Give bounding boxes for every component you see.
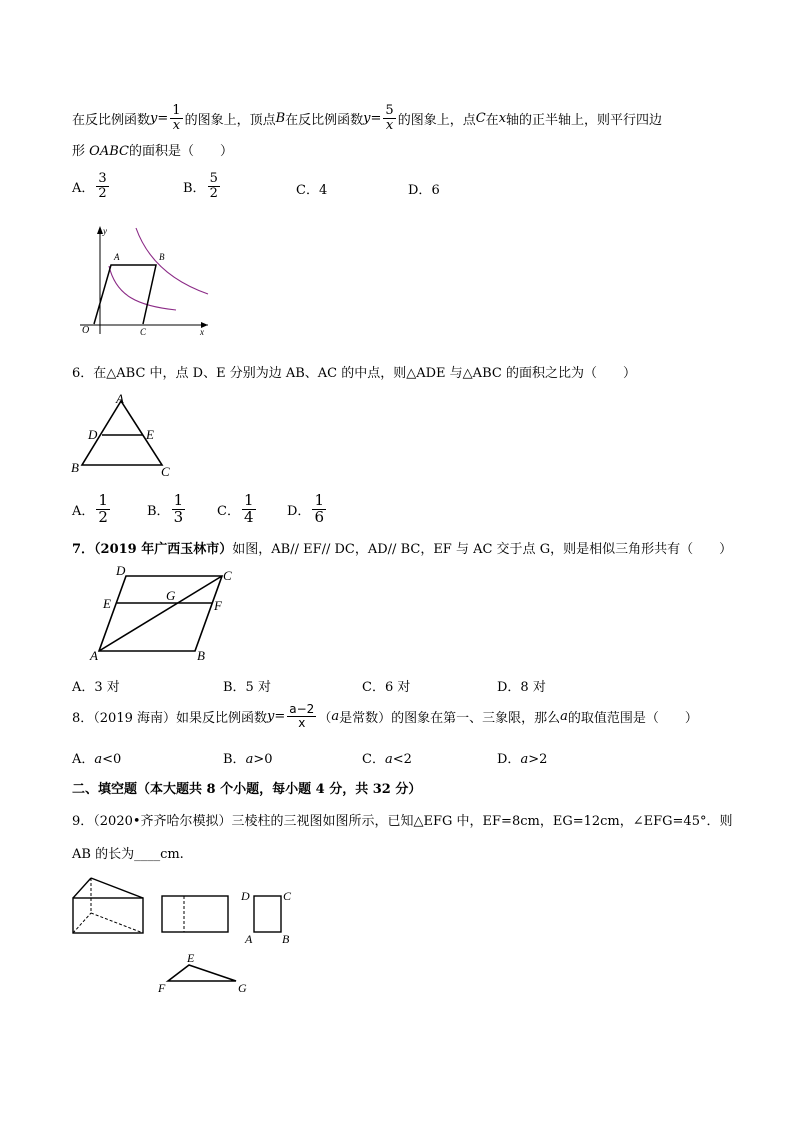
q6-option-d-letter: D． [287, 503, 311, 519]
q5-fig-label-B: B [159, 252, 165, 262]
q9-figure [70, 870, 300, 1000]
q5-frac2-num: 5 [385, 102, 394, 118]
q5-oa-num: 3 [98, 171, 107, 186]
q9-line1: 9．（2020•齐齐哈尔模拟）三棱柱的三视图如图所示，已知△EFG 中，EF=8cm，EG=12cm，∠EFG=45°．则 [72, 814, 733, 829]
q5-frac1-den: x [172, 117, 181, 133]
q5-text-d: 的图象上，点 [397, 112, 476, 128]
q7-question [72, 538, 732, 557]
q5-fig-label-O: O [82, 325, 90, 336]
q8-question [72, 698, 698, 734]
q8-option-d[interactable] [497, 748, 547, 767]
q8-option-a-letter: A． [72, 752, 95, 767]
q9-fig-label-B: B [282, 932, 290, 946]
q5-option-d-letter: D． [408, 183, 432, 198]
q7-option-a[interactable]: A．3 对 [72, 680, 120, 695]
q7-figure [88, 562, 238, 666]
q6-od-num: 1 [314, 491, 324, 509]
q5-option-d[interactable] [408, 179, 440, 198]
q6-ob-den: 3 [173, 507, 184, 526]
q5-option-b[interactable] [183, 172, 222, 200]
q7-fig-label-A: A [90, 648, 98, 663]
q9-fig-label-F: F [158, 981, 166, 995]
q7-fig-label-E: E [103, 596, 111, 611]
q6-option-d-fraction [312, 493, 326, 526]
q5-var-B: B [275, 110, 286, 126]
q7-fig-label-F: F [214, 598, 222, 613]
q5-option-b-letter: B． [183, 180, 206, 196]
q5-line2-a: 形 [72, 144, 86, 159]
q5-fraction-1-over-x [170, 104, 182, 132]
q5-oabc: OABC [89, 144, 129, 159]
q6-oa-den: 2 [98, 507, 108, 526]
q8-option-d-rel: >2 [528, 752, 548, 767]
q9-fig-label-G: G [238, 981, 247, 995]
q5-option-c[interactable] [296, 179, 327, 198]
q6-fig-label-B: B [71, 460, 79, 475]
q6-figure [70, 392, 180, 478]
q7-option-c[interactable]: C．6 对 [362, 680, 411, 695]
q8-text-c: 是常数）的图象在第一、三象限，那么 [339, 710, 561, 726]
q9-line2-a: AB 的长为 [72, 847, 135, 862]
q5-option-a[interactable] [72, 172, 111, 200]
q9-answer-blank[interactable]: ____ [134, 847, 161, 862]
q5-ob-num: 5 [209, 171, 218, 186]
q7-head: 7．（2019 年广西玉林市） [72, 542, 233, 557]
q8-option-b-letter: B． [223, 752, 246, 767]
q8-option-b-var: a [245, 752, 254, 767]
q6-oc-num: 1 [243, 491, 254, 509]
q7-fig-label-D: D [116, 563, 126, 578]
q8-var-a2: a [560, 708, 568, 724]
q5-option-b-fraction [208, 172, 220, 200]
q6-ob-num: 1 [173, 491, 184, 509]
q8-option-a[interactable] [72, 748, 121, 767]
q5-var-y: y [150, 110, 158, 126]
q5-ob-den: 2 [209, 185, 218, 201]
q8-option-c-letter: C． [362, 752, 385, 767]
q6-option-a-letter: A． [72, 503, 95, 519]
q9-fig-label-E: E [187, 951, 195, 965]
q5-eq: = [157, 110, 169, 126]
q9-line2-b: cm. [160, 847, 184, 862]
q5-text-b: 的图象上，顶点 [184, 112, 276, 128]
q8-fraction [287, 703, 316, 729]
q8-text-b: （ [318, 710, 332, 726]
q5-option-c-text: 4 [318, 183, 328, 198]
q5-option-d-text: 6 [431, 183, 440, 198]
q8-var-y: y [267, 708, 275, 724]
q6-option-b[interactable] [147, 493, 187, 526]
q5-fig-label-x: x [200, 327, 204, 337]
q8-option-c-var: a [384, 752, 393, 767]
q5-var-y2: y [363, 110, 371, 126]
q5-text-e: 在 [485, 112, 499, 128]
q8-option-c[interactable] [362, 748, 412, 767]
q9-fig-label-D: D [241, 889, 250, 903]
q8-frac-num: a−2 [289, 701, 315, 716]
q8-option-a-rel: <0 [102, 752, 122, 767]
q9-fig-label-A: A [245, 932, 253, 946]
q6-question: 6．在△ABC 中，点 D、E 分别为边 AB、AC 的中点，则△ADE 与△ABC 的面积之比为（ ） [72, 366, 636, 381]
q8-option-d-var: a [520, 752, 529, 767]
q6-od-den: 6 [314, 507, 324, 526]
q7-fig-label-G: G [166, 588, 176, 603]
q6-oa-num: 1 [98, 491, 108, 509]
q5-fig-label-C: C [140, 327, 147, 337]
q8-option-d-letter: D． [497, 752, 521, 767]
q7-fig-label-C: C [223, 568, 232, 583]
q7-fig-label-B: B [197, 648, 205, 663]
q5-line2-b: 的面积是（ ） [128, 144, 233, 159]
q6-option-c-fraction [242, 493, 256, 526]
q5-line1 [72, 100, 662, 136]
q5-oa-den: 2 [98, 185, 107, 201]
q7-text: 如图，AB// EF// DC，AD// BC，EF 与 AC 交于点 G，则是相似三角形共有（ ） [232, 542, 733, 557]
q5-figure [76, 222, 226, 340]
q5-frac1-num: 1 [172, 102, 181, 118]
q8-option-c-rel: <2 [392, 752, 412, 767]
q5-fig-label-A: A [114, 252, 120, 262]
q6-fig-label-C: C [161, 464, 170, 478]
q6-option-c-letter: C． [217, 503, 240, 519]
q6-option-a[interactable] [72, 493, 112, 526]
q5-option-a-fraction [96, 172, 108, 200]
q8-option-b-rel: >0 [253, 752, 273, 767]
q8-eq: = [274, 708, 286, 724]
q7-option-d[interactable]: D．8 对 [497, 680, 546, 695]
q5-eq2: = [370, 110, 382, 126]
q6-option-b-letter: B． [147, 503, 170, 519]
q8-option-a-var: a [94, 752, 103, 767]
q6-option-a-fraction [96, 493, 110, 526]
q8-text-a: 8．（2019 海南）如果反比例函数 [72, 710, 267, 726]
q5-text-f: 轴的正半轴上，则平行四边 [506, 112, 663, 128]
section-heading-fill-in: 二、填空题（本大题共 8 个小题，每小题 4 分，共 32 分） [72, 782, 422, 797]
q5-fraction-5-over-x [383, 104, 395, 132]
q5-line2 [72, 140, 233, 159]
q8-option-b[interactable] [223, 748, 273, 767]
q5-fig-label-y: y [103, 226, 107, 236]
q5-var-x: x [498, 110, 507, 126]
q8-var-a: a [331, 708, 340, 724]
q6-fig-label-A: A [116, 392, 124, 406]
q5-option-a-letter: A． [72, 180, 95, 196]
q5-var-C: C [475, 110, 486, 126]
q5-frac2-den: x [385, 117, 394, 133]
q6-option-b-fraction [172, 493, 186, 526]
q6-option-d[interactable] [287, 493, 328, 526]
q7-option-b[interactable]: B．5 对 [223, 680, 271, 695]
q9-fig-label-C: C [283, 889, 292, 903]
q6-fig-label-E: E [146, 427, 154, 442]
q5-text-c: 在反比例函数 [285, 112, 364, 128]
q9-line2 [72, 843, 184, 862]
q6-oc-den: 4 [243, 507, 254, 526]
q8-text-d: 的取值范围是（ ） [567, 710, 698, 726]
q6-fig-label-D: D [88, 427, 98, 442]
q8-frac-den: x [298, 715, 306, 730]
q5-text-a: 在反比例函数 [72, 112, 151, 128]
q5-option-c-letter: C． [296, 183, 319, 198]
q6-option-c[interactable] [217, 493, 258, 526]
